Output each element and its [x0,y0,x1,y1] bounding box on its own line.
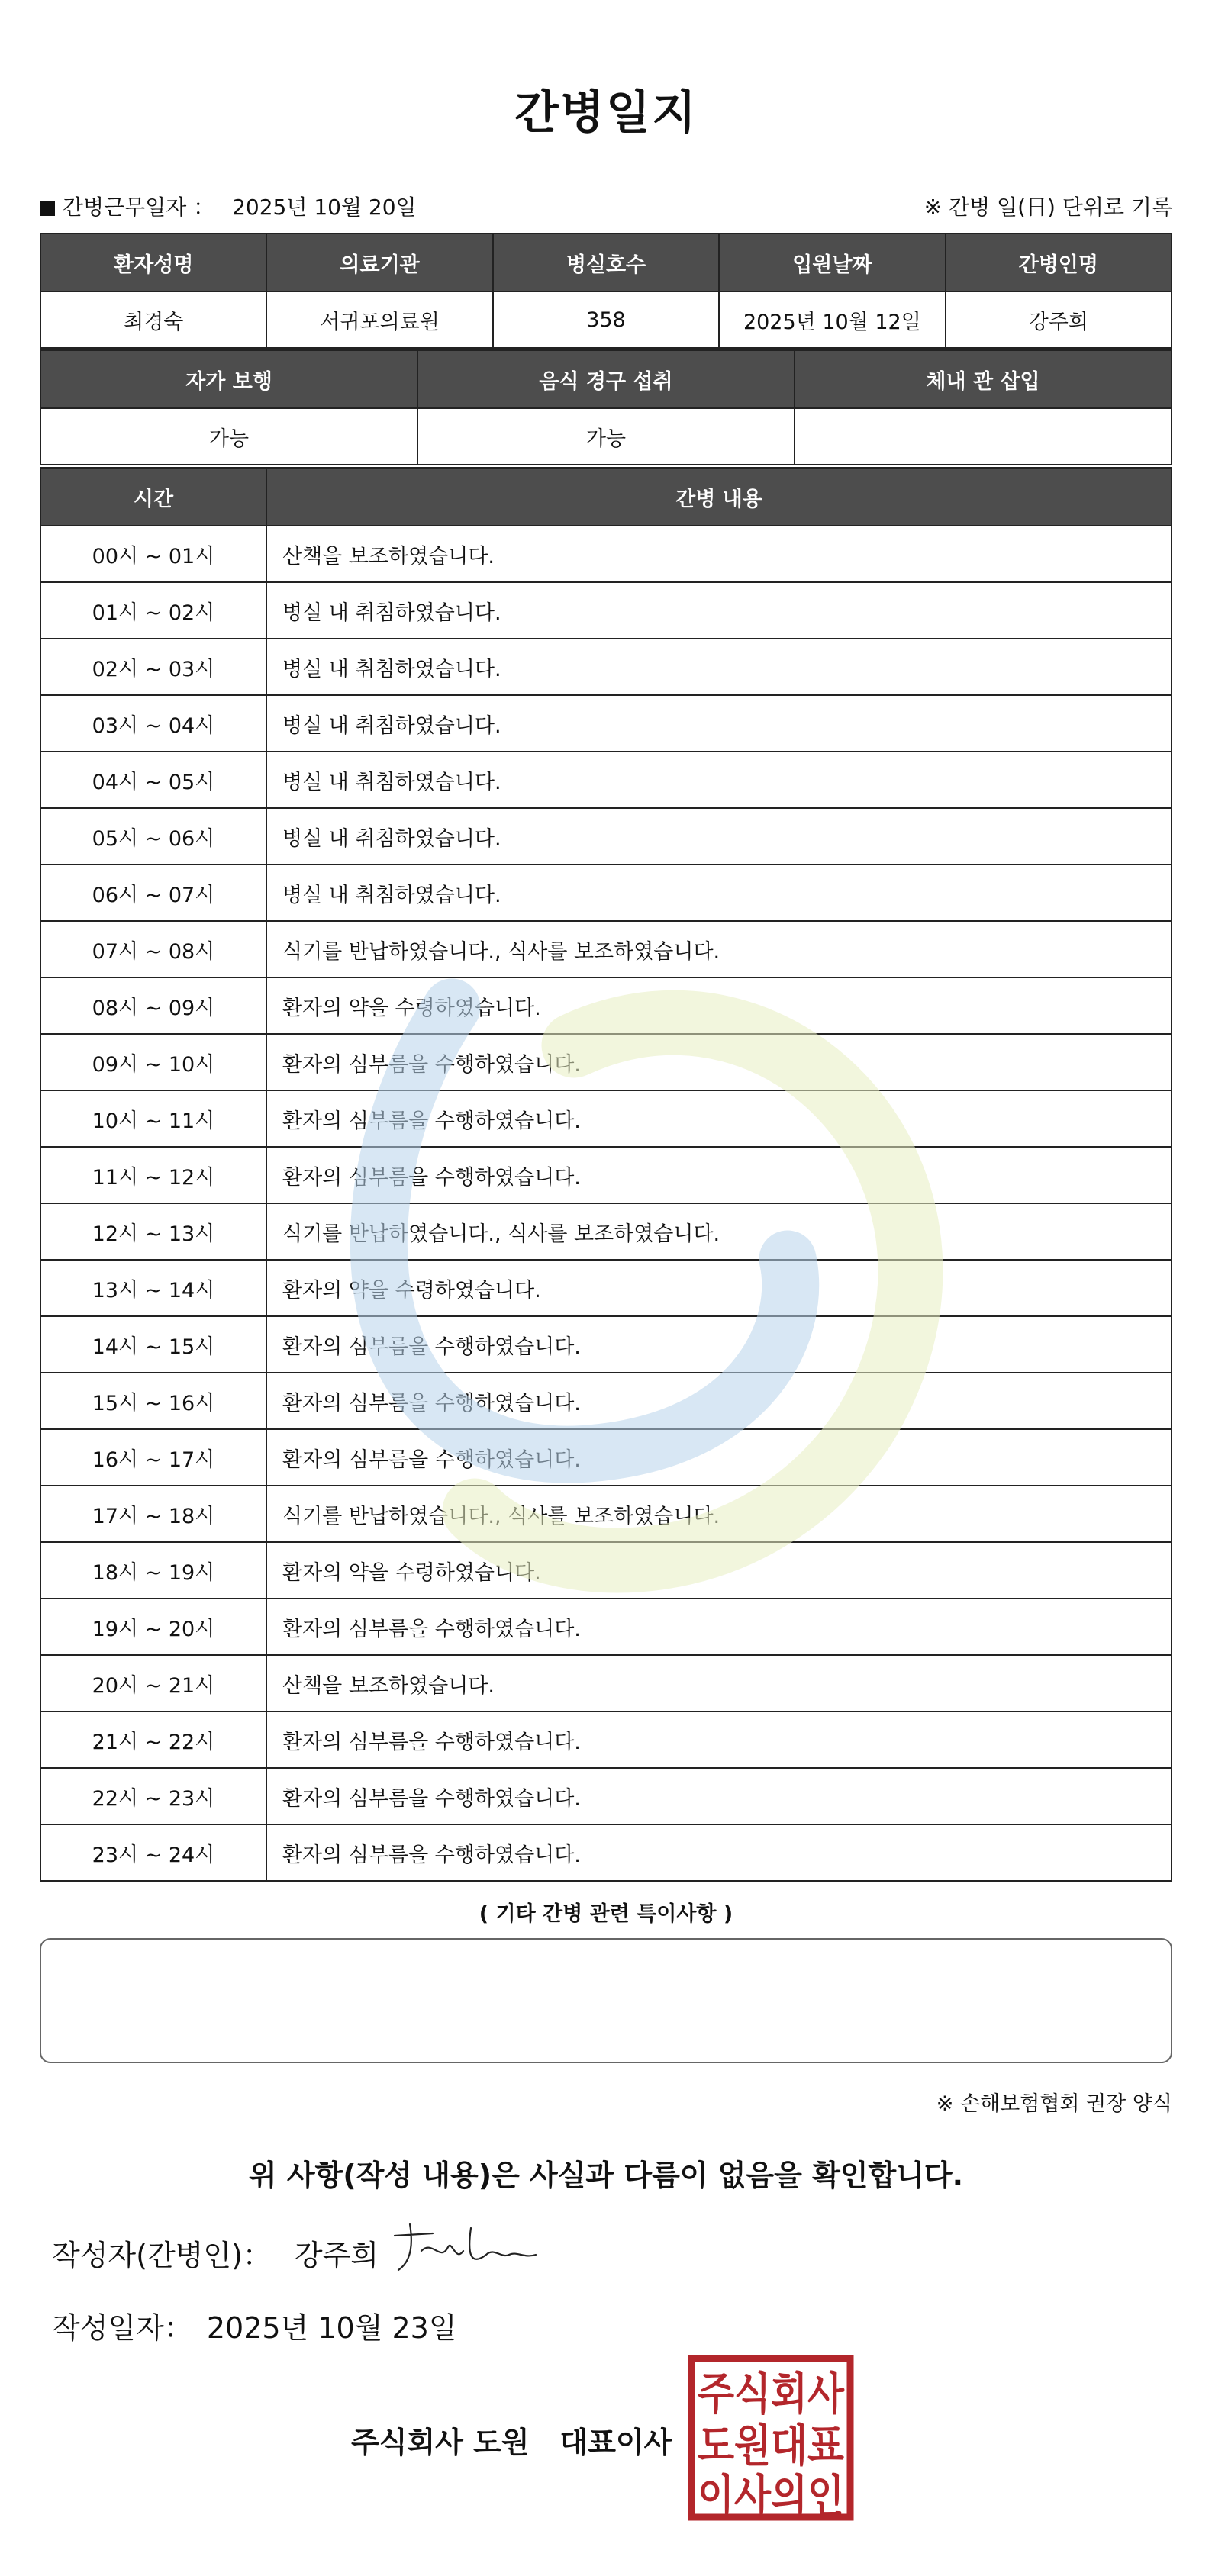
header-room: 병실호수 [493,233,719,291]
recommend-note: ※ 손해보험협회 권장 양식 [936,2092,1172,2116]
care-log-row [40,1429,1172,1486]
care-log-time: 16시 ~ 17시 [40,1429,266,1486]
care-log-content: 병실 내 취침하였습니다. [266,695,1172,752]
care-log-time: 02시 ~ 03시 [40,639,266,695]
care-log-content: 환자의 심부름을 수행하였습니다. [266,1034,1172,1090]
care-log-content: 병실 내 취침하였습니다. [266,808,1172,865]
care-log-row [40,526,1172,582]
tube-insertion [795,408,1172,465]
special-notes-label: ( 기타 간병 관련 특이사항 ) [479,1902,733,1926]
care-log-row [40,1542,1172,1599]
care-log-content: 환자의 심부름을 수행하였습니다. [266,1373,1172,1429]
care-log-time: 00시 ~ 01시 [40,526,266,582]
care-log-time: 19시 ~ 20시 [40,1599,266,1655]
care-log-content: 환자의 약을 수령하였습니다. [266,977,1172,1034]
header-hospital: 의료기관 [266,233,492,291]
care-log-content: 산책을 보조하였습니다. [266,526,1172,582]
care-log-time: 10시 ~ 11시 [40,1090,266,1147]
admission-date: 2025년 10월 12일 [719,291,945,348]
care-log-time: 08시 ~ 09시 [40,977,266,1034]
care-log-content: 환자의 심부름을 수행하였습니다. [266,1824,1172,1881]
care-log-row [40,977,1172,1034]
patient-info-table [40,233,1172,349]
special-notes-text [41,1940,1171,1970]
patient-name: 최경숙 [40,291,266,348]
work-date-value: 2025년 10월 20일 [232,195,417,220]
care-log-row [40,639,1172,695]
work-date-label: 간병근무일자 ： [63,195,215,220]
care-log-row [40,695,1172,752]
header-self-walking: 자가 보행 [40,350,417,408]
care-log-row [40,921,1172,977]
care-log-content: 병실 내 취침하였습니다. [266,752,1172,808]
company-name: 주식회사 도원 [351,2426,530,2459]
care-log-row [40,582,1172,639]
caregiver-name: 강주희 [946,291,1172,348]
header-time: 시간 [40,468,266,526]
company-rep-title: 대표이사 [559,2426,672,2459]
care-log-time: 13시 ~ 14시 [40,1260,266,1316]
header-tube-insertion: 체내 관 삽입 [795,350,1172,408]
header-admission-date: 입원날짜 [719,233,945,291]
care-log-content: 병실 내 취침하였습니다. [266,639,1172,695]
care-log-row [40,1034,1172,1090]
care-log-row [40,1655,1172,1711]
care-log-content: 식기를 반납하였습니다., 식사를 보조하였습니다. [266,1203,1172,1260]
writer-label: 작성자(간병인)： [52,2239,272,2272]
care-log-row [40,1090,1172,1147]
care-log-time: 15시 ~ 16시 [40,1373,266,1429]
header-oral-intake: 음식 경구 섭취 [417,350,795,408]
care-log-content: 병실 내 취침하였습니다. [266,582,1172,639]
care-log-row [40,1260,1172,1316]
care-log-content: 환자의 심부름을 수행하였습니다. [266,1090,1172,1147]
writer-name: 강주희 [294,2239,379,2272]
write-date-label: 작성일자： [52,2311,193,2345]
care-log-row [40,1373,1172,1429]
care-log-time: 21시 ~ 22시 [40,1711,266,1768]
care-log-row [40,1203,1172,1260]
care-log-content: 식기를 반납하였습니다., 식사를 보조하였습니다. [266,921,1172,977]
care-log-content: 환자의 심부름을 수행하였습니다. [266,1599,1172,1655]
care-log-time: 20시 ~ 21시 [40,1655,266,1711]
care-log-content: 환자의 심부름을 수행하였습니다. [266,1316,1172,1373]
record-unit-note: ※ 간병 일(日) 단위로 기록 [924,195,1172,220]
care-log-time: 12시 ~ 13시 [40,1203,266,1260]
confirmation-statement: 위 사항(작성 내용)은 사실과 다름이 없음을 확인합니다. [248,2159,964,2192]
company-seal-stamp-icon [687,2354,855,2522]
care-log-time: 23시 ~ 24시 [40,1824,266,1881]
care-log-content: 환자의 심부름을 수행하였습니다. [266,1768,1172,1824]
care-log-time: 09시 ~ 10시 [40,1034,266,1090]
care-log-body [40,526,1172,1881]
care-log-table [40,467,1172,1882]
care-log-content: 환자의 약을 수령하였습니다. [266,1260,1172,1316]
care-log-content: 식기를 반납하였습니다., 식사를 보조하였습니다. [266,1486,1172,1542]
care-log-content: 환자의 심부름을 수행하였습니다. [266,1711,1172,1768]
care-log-row [40,1599,1172,1655]
signature-icon [387,2217,540,2278]
care-log-content: 환자의 심부름을 수행하였습니다. [266,1429,1172,1486]
care-log-row [40,1768,1172,1824]
care-log-row [40,1711,1172,1768]
company-line [351,2419,672,2461]
care-log-time: 06시 ~ 07시 [40,865,266,921]
work-date [40,191,417,221]
write-date-line [52,2304,457,2346]
seal-line-1: 주식회사 [698,2368,845,2420]
care-log-row [40,1824,1172,1881]
oral-intake: 가능 [417,408,795,465]
header-caregiver-name: 간병인명 [946,233,1172,291]
seal-line-2: 도원대표 [698,2420,844,2471]
care-log-time: 14시 ~ 15시 [40,1316,266,1373]
writer-line [52,2232,379,2274]
square-bullet-icon [40,201,55,216]
care-log-row [40,1147,1172,1203]
hospital: 서귀포의료원 [266,291,492,348]
patient-status-table [40,349,1172,465]
room-number: 358 [493,291,719,348]
care-log-content: 환자의 약을 수령하였습니다. [266,1542,1172,1599]
care-log-time: 17시 ~ 18시 [40,1486,266,1542]
care-log-row [40,752,1172,808]
special-notes-box [40,1938,1172,2063]
care-log-row [40,1316,1172,1373]
self-walking: 가능 [40,408,417,465]
care-log-row [40,1486,1172,1542]
care-log-time: 04시 ~ 05시 [40,752,266,808]
care-log-content: 산책을 보조하였습니다. [266,1655,1172,1711]
header-patient-name: 환자성명 [40,233,266,291]
care-log-time: 22시 ~ 23시 [40,1768,266,1824]
care-log-time: 05시 ~ 06시 [40,808,266,865]
header-care-content: 간병 내용 [266,468,1172,526]
care-log-time: 11시 ~ 12시 [40,1147,266,1203]
care-log-time: 07시 ~ 08시 [40,921,266,977]
care-log-content: 환자의 심부름을 수행하였습니다. [266,1147,1172,1203]
care-log-content: 병실 내 취침하였습니다. [266,865,1172,921]
care-log-row [40,808,1172,865]
care-log-time: 18시 ~ 19시 [40,1542,266,1599]
write-date-value: 2025년 10월 23일 [206,2311,457,2345]
seal-line-3: 이사의인 [698,2470,844,2522]
care-log-row [40,865,1172,921]
page-title: 간병일지 [514,86,698,140]
care-log-time: 03시 ~ 04시 [40,695,266,752]
care-log-time: 01시 ~ 02시 [40,582,266,639]
